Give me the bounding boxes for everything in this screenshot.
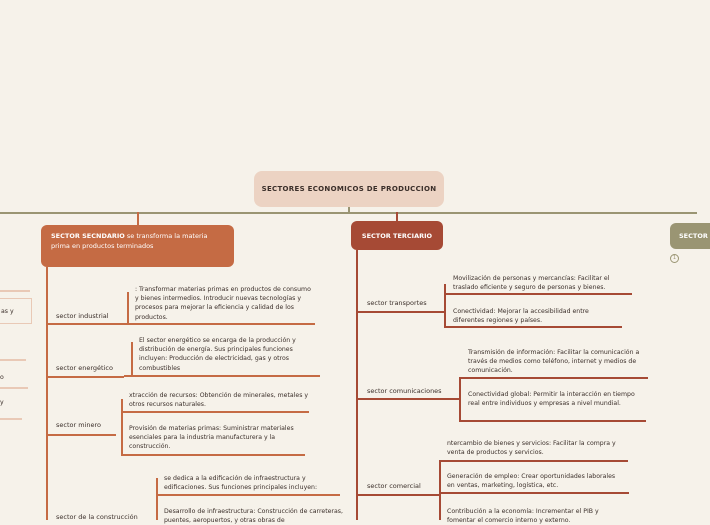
text-transportes-2: Conectividad: Mejorar la accesibilidad entre diferentes regiones y países.: [453, 308, 589, 325]
bar-comunicaciones-1: [459, 377, 648, 379]
link-comercial-h: [432, 494, 440, 496]
ter-branch-1: [356, 311, 436, 313]
bar-minero-2: [121, 454, 305, 456]
left-mark-3: [0, 387, 28, 389]
text-transportes-1: Movilización de personas y mercancías: Facilitar el traslado eficiente y seguro de personas y bienes.: [453, 275, 610, 292]
left-fragment-1: as y: [1, 308, 14, 315]
ter-branch-3: [356, 494, 433, 496]
text-minero-2: Provisión de materias primas: Suministrar materiales esenciales para la industria manufacturera y la construcción.: [129, 425, 294, 451]
right-sector-label: SECTOR: [679, 232, 708, 240]
link-energetico: [131, 342, 133, 376]
root-label: SECTORES ECONOMICOS DE PRODUCCION: [261, 185, 437, 193]
bar-comercial-1: [439, 460, 628, 462]
collapse-toggle[interactable]: [670, 254, 679, 263]
collapse-toggle-icon: 1: [672, 255, 677, 261]
sec-branch-1: [46, 323, 118, 325]
text-comunicaciones-1: Transmisión de información: Facilitar la comunicación a través de medios como teléfono, internet y medios de comunicación.: [468, 349, 640, 375]
bar-industrial: [118, 323, 315, 325]
bar-transportes-1: [444, 293, 632, 295]
text-industrial: : Transformar materias primas en productos de consumo y bienes intermedios. Introducir nuevas tecnologías y procesos para mejorar la eficiencia y calidad de los productos.: [135, 286, 311, 321]
sec-branch-2: [46, 376, 124, 378]
secundario-trunk: [46, 267, 48, 520]
sec-stem: [137, 212, 139, 226]
root-stem: [348, 207, 350, 213]
left-fragment-2: o: [0, 374, 4, 381]
link-transportes-h: [436, 311, 445, 313]
bar-transportes-2: [444, 326, 622, 328]
link-comercial: [439, 461, 441, 520]
link-transportes: [444, 284, 446, 326]
left-mark-2: [0, 359, 26, 361]
subsector-comercial[interactable]: sector comercial: [367, 482, 421, 490]
text-construccion-2: Desarrollo de infraestructura: Construcción de carreteras, puentes, aeropuertos, y otras obras de: [164, 508, 343, 525]
text-energetico: El sector energético se encarga de la producción y distribución de energía. Sus principales funciones incluyen: Producción de electricidad, gas y otros combustibles: [139, 337, 296, 372]
terciario-trunk: [356, 250, 358, 520]
left-mark-4: [0, 418, 22, 420]
terciario-title: SECTOR TERCIARIO: [361, 231, 433, 240]
text-construccion-1: se dedica a la edificación de infraestructura y edificaciones. Sus funciones principales incluyen:: [164, 475, 318, 492]
sec-branch-3: [46, 434, 116, 436]
subsector-construccion[interactable]: sector de la construcción: [56, 513, 138, 521]
bar-comunicaciones-2: [459, 420, 646, 422]
link-construccion: [156, 478, 158, 520]
subsector-transportes[interactable]: sector transportes: [367, 299, 427, 307]
bar-minero-1: [121, 411, 309, 413]
bar-construccion-1: [156, 494, 340, 496]
text-minero-1: xtracción de recursos: Obtención de minerales, metales y otros recursos naturales.: [129, 392, 309, 409]
subsector-comunicaciones[interactable]: sector comunicaciones: [367, 387, 442, 395]
text-comercial-3: Contribución a la economía: Incrementar el PIB y fomentar el comercio interno y externo.: [447, 508, 599, 525]
link-minero: [121, 399, 123, 455]
subsector-industrial[interactable]: sector industrial: [56, 312, 109, 320]
link-comunicaciones: [459, 378, 461, 422]
left-mark-1: [0, 290, 30, 292]
subsector-minero[interactable]: sector minero: [56, 421, 101, 429]
link-industrial: [127, 292, 129, 323]
secundario-node[interactable]: [41, 225, 234, 267]
text-comercial-1: ntercambio de bienes y servicios: Facilitar la compra y venta de productos y servicios.: [447, 440, 616, 457]
bar-comercial-2: [439, 492, 629, 494]
secundario-title-rest: se transforma la materia prima en productos terminados: [51, 232, 208, 250]
right-sector-node[interactable]: [670, 223, 710, 249]
left-fragment-3: y: [0, 399, 4, 406]
ter-branch-2: [356, 398, 452, 400]
root-node[interactable]: [254, 171, 444, 207]
link-comunicaciones-h: [451, 398, 460, 400]
text-comercial-2: Generación de empleo: Crear oportunidades laborales en ventas, marketing, logística, etc.: [447, 473, 616, 490]
secundario-title-bold: SECTOR SECNDARIO: [51, 232, 125, 240]
text-comunicaciones-2: Conectividad global: Permitir la interacción en tiempo real entre individuos y empresas a nivel mundial.: [468, 391, 635, 408]
terciario-node[interactable]: [351, 221, 443, 250]
subsector-energetico[interactable]: sector energético: [56, 364, 113, 372]
bar-energetico: [124, 375, 320, 377]
